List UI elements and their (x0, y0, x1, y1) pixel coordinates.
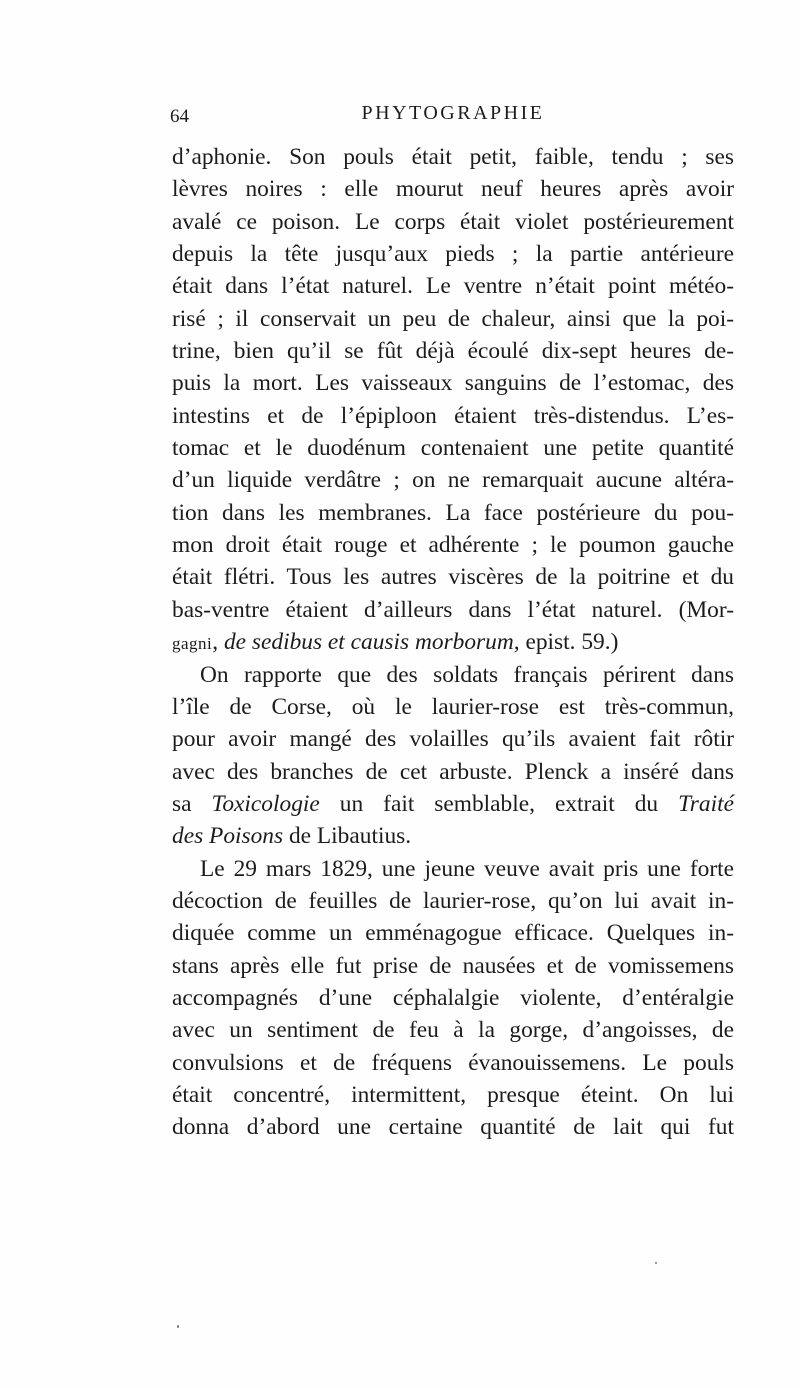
text-span: mon droit était rouge et adhérente ; le poumon gauche (172, 532, 734, 559)
text-span: puis la mort. Les vaisseaux sanguins de l’estomac, des (172, 370, 734, 397)
text-span: pour avoir mangé des volailles qu’ils avaient fait rôtir (172, 726, 734, 753)
text-line (172, 173, 734, 205)
text-span: epist. 59.) (519, 629, 619, 656)
text-line (172, 206, 734, 238)
text-line (172, 626, 734, 658)
text-span: d’aphonie. Son pouls était petit, faible, tendu ; ses (172, 144, 734, 170)
text-line (172, 497, 734, 529)
text-span: trine, bien qu’il se fût déjà écoulé dix-sept heures de- (172, 338, 734, 365)
text-span: lèvres noires : elle mourut neuf heures après avoir (172, 176, 734, 203)
italic-text: de sedibus et causis morborum, (223, 629, 520, 656)
page-header (170, 102, 736, 132)
text-span: stans après elle fut prise de nausées et de vomissemens (172, 952, 734, 979)
text-line (172, 303, 734, 335)
text-line (172, 885, 734, 917)
text-line (172, 917, 734, 949)
text-line (172, 561, 734, 593)
text-line (172, 1014, 734, 1046)
text-line (172, 1047, 734, 1079)
text-span: tion dans les membranes. La face postérieure du pou- (172, 499, 734, 526)
page-number: 64 (170, 106, 189, 127)
text-line (172, 723, 734, 755)
text-span: accompagnés d’une céphalalgie violente, d’entéralgie (172, 984, 734, 1011)
italic-text: Traité (678, 790, 734, 817)
text-span: l’île de Corse, où le laurier-rose est très-commun, (172, 693, 734, 720)
text-line (172, 594, 734, 626)
text-span: convulsions et de fréquens évanouissemens. Le pouls (172, 1049, 734, 1076)
text-span: était concentré, intermittent, presque éteint. On lui (172, 1081, 734, 1108)
text-line (172, 367, 734, 399)
small-caps-text: gagni (172, 634, 213, 654)
text-line (172, 400, 734, 432)
text-span: avec un sentiment de feu à la gorge, d’angoisses, de (172, 1017, 734, 1044)
paper-speck (655, 1262, 657, 1264)
text-span: intestins et de l’épiploon étaient très-distendus. L’es- (172, 402, 734, 429)
text-span: d’un liquide verdâtre ; on ne remarquait aucune altéra- (172, 467, 734, 494)
text-span: avalé ce poison. Le corps était violet postérieurement (172, 208, 734, 235)
text-line (172, 982, 734, 1014)
text-span: était dans l’état naturel. Le ventre n’était point météo- (172, 273, 734, 300)
text-line (172, 950, 734, 982)
text-span: depuis la tête jusqu’aux pieds ; la partie antérieure (172, 241, 734, 268)
text-line (172, 853, 734, 885)
body-text (172, 141, 734, 1144)
text-span: Le 29 mars 1829, une jeune veuve avait pris une forte (200, 855, 734, 882)
text-line (172, 659, 734, 691)
text-line (172, 529, 734, 561)
text-span: décoction de feuilles de laurier-rose, qu’on lui avait in- (172, 887, 734, 914)
text-span: avec des branches de cet arbuste. Plenck a inséré dans (172, 758, 734, 785)
text-span: donna d’abord une certaine quantité de lait qui fut (172, 1114, 734, 1141)
text-line (172, 464, 734, 496)
text-span: On rapporte que des soldats français périrent dans (200, 661, 734, 688)
text-span: risé ; il conservait un peu de chaleur, ainsi que la poi- (172, 305, 734, 332)
text-line (172, 820, 734, 852)
text-span: de Libautius. (283, 823, 412, 850)
text-line (172, 691, 734, 723)
text-line (172, 788, 734, 820)
text-line (172, 238, 734, 270)
running-title: PHYTOGRAPHIE (361, 102, 545, 124)
text-line (172, 432, 734, 464)
text-span: bas-ventre étaient d’ailleurs dans l’état naturel. (Mor- (172, 596, 734, 623)
paper-speck (177, 1325, 179, 1328)
italic-text: des Poisons (172, 823, 284, 850)
text-line (172, 1111, 734, 1143)
text-span: était flétri. Tous les autres viscères de la poitrine et du (172, 564, 734, 591)
text-span: diquée comme un emménagogue efficace. Quelques in- (172, 920, 734, 947)
text-span: sa (172, 790, 212, 817)
text-span: tomac et le duodénum contenaient une petite quantité (172, 435, 734, 462)
italic-text: Toxicologie (211, 790, 320, 817)
text-line (172, 335, 734, 367)
text-span: un fait semblable, extrait du (319, 790, 679, 817)
text-line (172, 1079, 734, 1111)
text-line (172, 141, 734, 173)
text-line (172, 756, 734, 788)
text-span: , (212, 629, 224, 656)
text-line (172, 270, 734, 302)
